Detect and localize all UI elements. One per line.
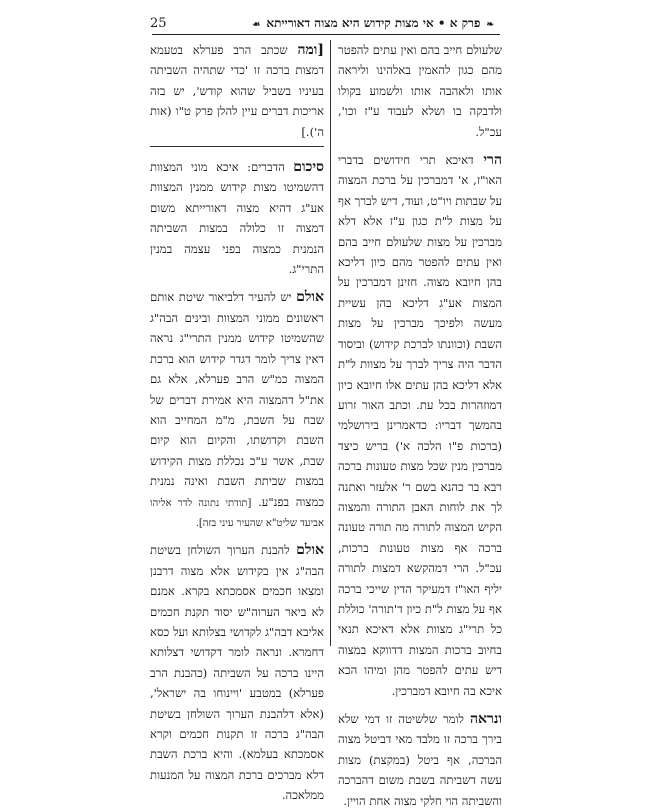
footnote-remark: [תודתי נתונה לדר אליהו אביעד שליט"א שהעיר עיני בזה]. bbox=[150, 497, 324, 529]
paragraph-text: להבנת הערוך השולחן בשיטת הבה"ג אין בקידוש אלא מצוה דרבנן ומצאו חכמים אסמכתא בקרא. אמנם לא ביאר הערוה"ש יסוד תקנת חכמים אליבא דבה"ג לקדושי בצלותא ועל כסא דחמרא. ונראה לומר דקדושי דצלותא היינו ברכה על השביתה (כהבנת הרב פערלא) במטבע 'ויינוחו בה ישראל', (אלא דלהבנת הערוך השולחן בשיטת הבה"ג ברכה זו תקנות חכמים וקרא אסמכתא בעלמא). והיא ברכת השבת דלא מברכים ברכת המצוה על המנעות ממלאכה. bbox=[150, 543, 324, 803]
left-column bbox=[150, 40, 325, 803]
column-divider bbox=[330, 40, 331, 646]
ornament-icon: ❧ bbox=[486, 19, 494, 30]
header-rule bbox=[152, 34, 500, 35]
paragraph bbox=[338, 150, 502, 701]
paragraph-text: דאיכא תרי חידושים בדברי האו"ז, א' דמברכין על ברכת המצוה על שבתות ויו"ט, ועוד, דיש לברך אף על מצות ל"ת כגון ע"ז אלא דלא מברכין על מצות שלעולם חייב בהם ואין עתים להפטר מהם כיון דליכא בהן חיובא מצוה. חזינן דמברכין על המצות אע"ג דליכא בהן עשיית מעשה ולפיכך מברכין על מצות השבת (וכוונתו לברכת קידוש) וביסוד הדבר היה צריך לברך על מצוות ל"ת אלא דליכא בהן עתים אלו חיובא כיון דמוזהרות בכל עת. וכתב האור זרוע בהמשך דבריו: כדאמרינן בירושלמי (ברכות פ"ו הלכה א') בריש כיצד מברכין מנין שכל מצות טעונות ברכה רבא בר כהנא בשם ר' אלעזר ואתנה לך את לוחות האבן התורה והמצוה הקיש המצוה לתורה מה תורה טעונה ברכה אף מצות טעונות ברכות, עכ"ל. הרי דמהקשא דמצות לתורה יליף האו"ז דמעיקר הדין שייכי ברכה אף על מצות ל"ת כיון ד'תורה' כוללת כל תרי"ג מצוות אלא דאיכא תנאי בחיוב ברכות המצות דדווקא במצוה דיש עתים להפטר מהן ומיהו הכא איכא בה חיובא דמברכין. bbox=[338, 153, 502, 698]
paragraph-lead-word: אולם bbox=[296, 542, 325, 559]
paragraph-lead-word: ונראה bbox=[469, 711, 502, 727]
header-title: ❧פרק א • אי מצות קידוש היא מצוה דאורייתא☙ bbox=[252, 15, 494, 30]
paragraph-lead-word: [ומה bbox=[297, 42, 325, 58]
ornament-icon: ☙ bbox=[252, 19, 261, 30]
running-header bbox=[150, 14, 500, 32]
paragraph-lead-word: אולם bbox=[296, 289, 324, 306]
paragraph-text: שכתב הרב פערלא בטעמא דמצות ברכה זו 'כדי שתהיה השביתה בעיניו בשביל שהוא קודש', יש בזה אריכות דברים עיין להלן פרק ט"ו (אות ה').] bbox=[150, 43, 324, 139]
paragraph bbox=[150, 287, 324, 532]
paragraph-text: יש להעיר דלביאור שיטת אותם ראשונים ממוני המצוות ובינים הבה"ג שהשמיטו קידוש ממנין התרי"ג נראה דאין צריך לומר דגדר קידוש הוא ברכת המצוה כמ"ש הרב פערלא, אלא גם את"ל דהמצוה היא אמירת דברים של שבח על השבת, מ"מ המחייב הוא השבת וקדושתו, והקיום הוא קיום שבת, אשר ע"כ נכללת מצות הקידוש במצות שביתת השבת ואינה נמנית כמצוה בפנ"ע. bbox=[150, 290, 324, 509]
paragraph-lead-word: הרי bbox=[483, 152, 502, 169]
paragraph-lead-word: סיכום bbox=[293, 159, 325, 176]
paragraph bbox=[150, 157, 324, 279]
paragraph bbox=[150, 540, 324, 805]
paragraph-text: לומר שלשיטה זו דמי שלא בירך ברכה זו מלבד מאי דביטל מצוה הברכה, אף ביטל (במקצת) מצות עשה דשביתה בשבת משום דהברכה והשביתה הוי חלקי מצוה אחת הויין. bbox=[338, 712, 502, 808]
paragraph: שלעולם חייב בהם ואין עתים להפטר מהם כגון להאמין באלהינו וליראה אותו ולאהבה אותו ולשמוע בקולו ולדבקה בו ושלא לעבוד ע"ז וכו', עכ"ל. bbox=[338, 43, 502, 139]
right-column bbox=[338, 40, 502, 808]
paragraph bbox=[338, 709, 502, 811]
paragraph-text: הדברים: איכא מוני המצוות דהשמיטו מצות קידוש ממנין המצוות אע"ג דהיא מצוה דאורייתא משום דמצוה זו כלולה במצות השביתה הנמנית כמצוה בפני עצמה במנין התרי"ג. bbox=[150, 160, 324, 277]
bracketed-note bbox=[150, 40, 324, 147]
page-number: 25 bbox=[150, 15, 167, 31]
